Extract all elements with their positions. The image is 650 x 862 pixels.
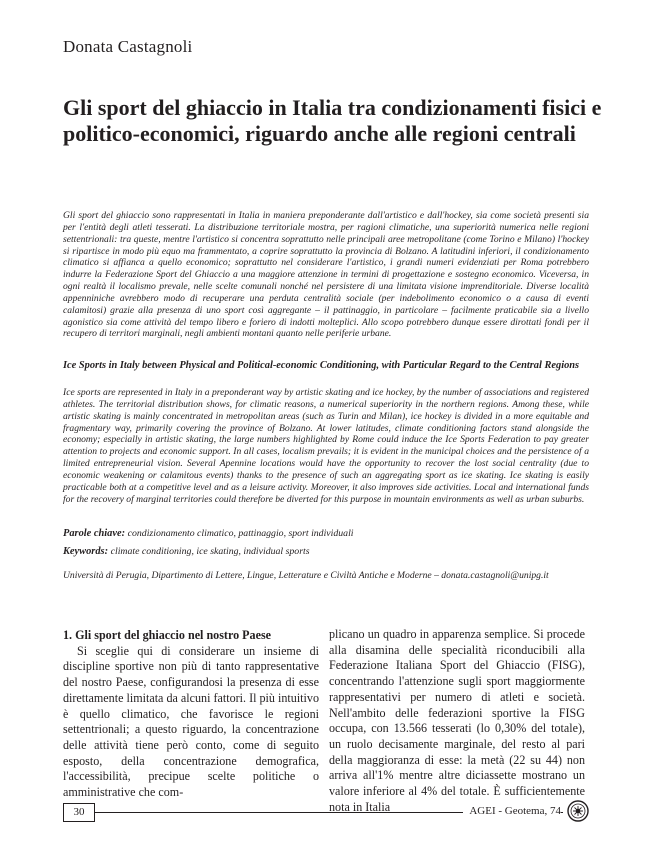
author-affiliation: Università di Perugia, Dipartimento di Lettere, Lingue, Letterature e Civiltà Antiche e Moderne – donata.castagnoli@unipg.it [63,570,549,581]
abstract-italian: Gli sport del ghiaccio sono rappresentati in Italia in maniera preponderante dall'artistico e dall'hockey, sia come società presenti sia per l'entità degli atleti tesserati. La distribuzione territoriale mostra, per ragioni climatiche, una superiorità numerica nelle regioni settentrionali: tra queste, mentre l'artistico si concentra soprattutto nelle principali aree metropolitane (come Torino e Milano) l'hockey si ripartisce in modo più equo ma frammentato, a coprire soprattutto la provincia di Bolzano. A latitudini inferiori, il condizionamento climatico si affianca a quello economico; soprattutto nel considerare l'artistico, i grandi numeri evidenziati per Roma potrebbero indurre la Federazione Sport del Ghiaccio a una maggiore attenzione in termini di progettazione e sostegno economico. Viceversa, in ogni realtà il localismo prevale, nelle scelte comunali nonché nel persistere di una limitata visione imprenditoriale. Diverse località appenniniche avrebbero modo di recuperare una perduta centralità sociale (per indebolimento economico o a causa di eventi calamitosi) grazie alla presenza di uno sport così aggregante – il pattinaggio, in particolare – facilmente praticabile sia a livello agonistico sia come attività del tempo libero e foriero di indotti molteplici. Allo scopo potrebbero dunque essere dirottati fondi per il recupero di territori marginali, negli ambienti montani quanto nelle periferie urbane. [63,210,589,340]
keywords-english [63,545,589,558]
page-footer [63,803,589,821]
article-title: Gli sport del ghiaccio in Italia tra condizionamenti fisici e politico-economici, riguardo anche alle regioni centrali [63,95,602,146]
keywords-italian-label: Parole chiave: [63,528,126,539]
keywords-italian [63,527,589,540]
body-column-left [63,628,319,801]
abstract-english: Ice sports are represented in Italy in a preponderant way by artistic skating and ice hockey, by the number of associations and registered athletes. The territorial distribution shows, for climatic reasons, a numerical superiority in the northern regions. Among these, while artistic skating is mainly concentrated in metropolitan areas (such as Turin and Milan), ice hockey is divided in a more equitable and fragmentary way, primarily covering the province of Bolzano. At lower latitudes, climate conditioning factors stand alongside the economy; especially in artistic skating, the large numbers highlighted by Rome could induce the Ice Sports Federation to pay greater attention to projects and economic support. In all cases, localism prevails; it is evident in the municipal choices and the persistence of a limited entrepreneurial vision. Several Apennine locations would have the opportunity to recover the lost social centrality (due to economic weakening or calamitous events) thanks to the presence of such an aggregating sport as ice skating. Ice skating is easily practicable both at a competitive level and as a leisure activity. Moreover, it also improves side activities. Local and international funds for the recovery of marginal territories could therefore be diverted for this purpose in mountain environments as well as urban suburbs. [63,387,589,505]
keywords-english-label: Keywords: [63,546,109,557]
body-column-right [329,627,585,815]
abstract-english-title: Ice Sports in Italy between Physical and Political-economic Conditioning, with Particular Regard to the Central Regions [63,360,580,371]
author-name: Donata Castagnoli [63,37,193,56]
keywords-english-values: climate conditioning, ice skating, individual sports [110,546,310,557]
section-heading: 1. Gli sport del ghiaccio nel nostro Paese [63,628,272,642]
body-paragraph-right: plicano un quadro in apparenza semplice. Si procede alla disamina delle specialità riconducibili alla Federazione Italiana Sport del Ghiaccio (FISG), concentrando l'attenzione sugli sport maggiormente rappresentativi per numero di atleti e società. Nell'ambito delle federazioni sportive la FISG occupa, con 13.566 tesserati (lo 0,30% del totale), un ruolo decisamente marginale, del resto al pari della maggioranza di esse: la metà (22 su 44) non arriva all'1% mentre altre diciassette mostrano un valore inferiore al 4% del totale. È sufficientemente nota in Italia [329,627,585,814]
journal-name: AGEI - Geotema, 74 [463,803,561,820]
page-number: 30 [63,803,95,822]
journal-seal-icon [567,800,589,822]
body-paragraph-left: Si sceglie qui di considerare un insieme di discipline sportive non più di tanto rappresentative del nostro Paese, configurandosi la presenza di esse direttamente limitata da alcuni fattori. Il più intuitivo è quello climatico, che favorisce le regioni settentrionali; a questo riguardo, la concentrazione delle attività tiene però conto, come di seguito esposto, della concentrazione demografica, l'accessibilità, precipue scelte politiche o amministrative che com- [63,643,319,800]
keywords-italian-values: condizionamento climatico, pattinaggio, sport individuali [127,528,354,539]
